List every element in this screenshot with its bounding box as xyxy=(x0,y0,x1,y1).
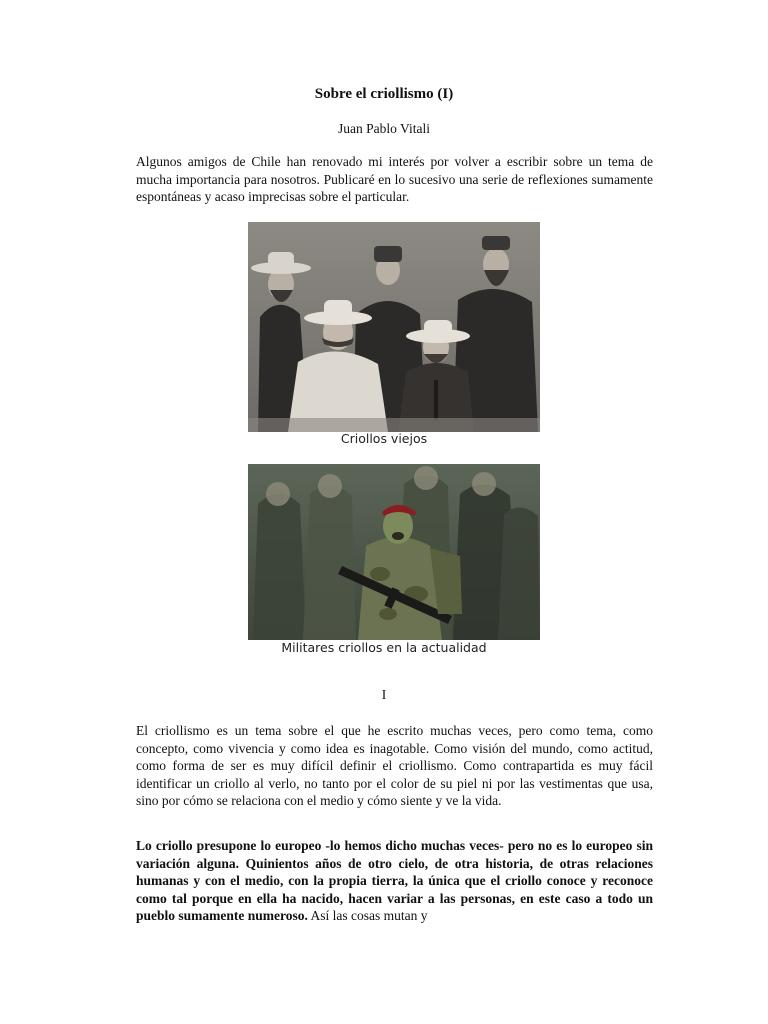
intro-paragraph: Algunos amigos de Chile han renovado mi interés por volver a escribir sobre un tema de mucha importancia para nosotros. Publicaré en lo sucesivo una serie de reflexiones sumamente espontáneas y acaso imprecisas sobre el particular. xyxy=(136,154,653,205)
body-paragraph: El criollismo es un tema sobre el que he escrito muchas veces, pero como tema, como concepto, como vivencia y como idea es inagotable. Como visión del mundo, como actitud, como forma de ser es muy difícil definir el criollismo. Como contrapartida es muy fácil identificar un criollo al verlo, no tanto por el color de su piel ni por las vestimentas que usa, sino por cómo se relaciona con el medio y cómo siente y ve la vida. xyxy=(136,723,653,809)
regular-text: Así las cosas mutan y xyxy=(307,908,428,924)
photo-caption: Militares criollos en la actualidad xyxy=(281,640,487,655)
photo-caption: Criollos viejos xyxy=(340,431,428,446)
soldiers-photo xyxy=(248,464,540,640)
document-author: Juan Pablo Vitali xyxy=(338,121,430,136)
body-paragraph xyxy=(136,837,653,925)
document-title: Sobre el criollismo (I) xyxy=(314,86,454,102)
bold-text: Lo criollo presupone lo europeo -lo hemos dicho muchas veces- pero no es lo europeo sin variación alguna. Quinientos años de otro cielo, de otra historia, de otras relaciones humanas y con el medio, con la propia tierra, la única que el criollo conoce y reconoce como tal porque en ella ha nacido, hacen variar a las personas, en este caso a todo un pueblo sumamente numeroso. xyxy=(136,838,653,924)
section-heading: I xyxy=(381,687,387,702)
old-criollos-photo xyxy=(248,222,540,432)
